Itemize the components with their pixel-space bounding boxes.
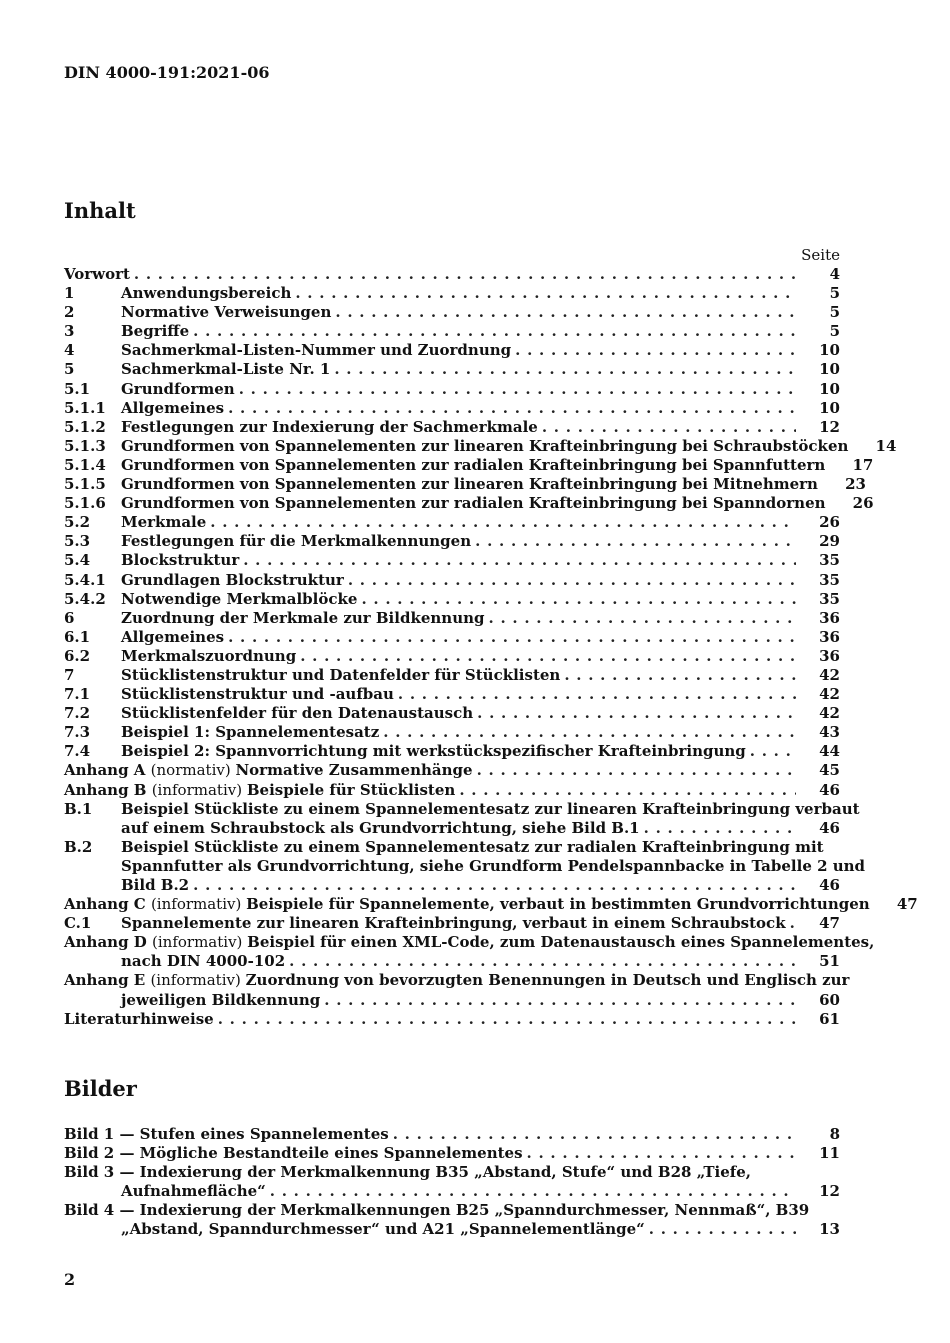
toc-line: [64, 418, 840, 437]
toc-entry[interactable]: [64, 742, 840, 761]
toc-entry-text: Merkmale: [121, 513, 207, 532]
annex-label: Anhang E: [64, 971, 151, 990]
section-number: 5.4.2: [64, 589, 106, 608]
leader-dots: [383, 723, 796, 742]
toc-entry[interactable]: [64, 971, 850, 1009]
leader-dots: [134, 265, 796, 284]
toc-entry[interactable]: [64, 761, 840, 780]
leader-dots: [300, 647, 796, 666]
page-ref: 12: [819, 1182, 840, 1201]
leader-dots: [527, 1144, 796, 1163]
section-number: 6.2: [64, 646, 91, 665]
toc-entry-text: Zuordnung der Merkmale zur Bildkennung: [121, 608, 485, 627]
section-number: 7: [64, 665, 75, 684]
section-number: 5.1.3: [64, 436, 106, 455]
toc-entry-text: Blockstruktur: [121, 551, 240, 570]
toc-entry-text: Beispiel 2: Spannvorrichtung mit werkstückspezifischer Krafteinbringung: [121, 742, 746, 761]
toc-line: [64, 455, 874, 475]
page-ref: 26: [852, 494, 874, 513]
toc-line: [64, 895, 918, 914]
page-ref: 10: [819, 398, 840, 417]
toc-line: [64, 971, 850, 990]
section-number: 1: [64, 284, 75, 303]
toc-entry-text: Vorwort: [64, 265, 130, 283]
leader-dots: [335, 303, 796, 322]
toc-line: [64, 1144, 840, 1163]
toc-entry-text: „Abstand, Spanndurchmesser“ und A21 „Spannelementlänge“: [121, 1220, 645, 1239]
annex-type: (informativ): [151, 780, 247, 799]
toc-entry-text: Normative Verweisungen: [121, 303, 332, 322]
page-number: 2: [64, 1270, 76, 1289]
leader-dots: [477, 761, 796, 780]
toc-entry[interactable]: [64, 704, 840, 723]
toc-entry-text: Anwendungsbereich: [121, 284, 292, 303]
leader-dots: [564, 666, 796, 685]
leader-dots: [542, 418, 796, 437]
toc-entry-text: Grundformen von Spannelementen zur linearen Krafteinbringung bei Schraubstöcken: [121, 436, 849, 455]
toc-line: [64, 551, 840, 570]
toc-entry[interactable]: [64, 532, 840, 551]
toc-entry-text: Notwendige Merkmalblöcke: [121, 589, 358, 608]
toc-entry-text: Festlegungen zur Indexierung der Sachmerkmale: [121, 417, 538, 436]
page-column-label: Seite: [801, 246, 840, 264]
leader-dots: [228, 628, 796, 647]
toc-entry-text: Bild 4 — Indexierung der Merkmalkennungen B25 „Spanndurchmesser, Nennmaß“, B39: [64, 1201, 810, 1220]
toc-entry[interactable]: [64, 837, 866, 895]
annex-label: Anhang C: [64, 895, 151, 914]
toc-entry[interactable]: [64, 475, 866, 494]
toc-line: [64, 265, 840, 284]
toc-entry-text: Stücklistenfelder für den Datenaustausch: [121, 704, 474, 723]
page-ref: 42: [819, 704, 840, 723]
toc-line: [64, 799, 860, 819]
toc-entry-text: Stücklistenstruktur und Datenfelder für Stücklisten: [121, 665, 561, 684]
leader-dots: [489, 609, 797, 628]
page-ref: 14: [875, 436, 897, 455]
page-ref: 5: [829, 303, 840, 322]
page-ref: 46: [819, 780, 840, 799]
section-number: B.2: [64, 837, 93, 856]
toc-entry-text: [64, 933, 878, 952]
toc-entry[interactable]: [64, 399, 840, 418]
toc-entry[interactable]: [64, 436, 897, 456]
toc-entry-text: Aufnahmefläche“: [121, 1182, 266, 1201]
figures-heading: Bilder: [64, 1076, 137, 1101]
toc-line: [64, 436, 897, 456]
page-ref: 10: [819, 341, 840, 360]
section-number: 5.1.5: [64, 475, 106, 494]
section-number: 5.1.4: [64, 455, 106, 474]
toc-entry[interactable]: [64, 895, 918, 914]
toc-line: [64, 380, 840, 399]
toc-entry-text: Bild 2 — Mögliche Bestandteile eines Spannelementes: [64, 1144, 523, 1163]
toc-line: [64, 399, 840, 418]
section-number: 7.1: [64, 685, 91, 704]
leader-dots: [228, 399, 796, 418]
toc-line: [64, 704, 840, 723]
leader-dots: [398, 685, 796, 704]
annex-type: (normativ): [150, 761, 236, 780]
toc-line: [64, 856, 866, 876]
annex-title: Zuordnung von bevorzugten Benennungen in Deutsch und Englisch zur: [245, 971, 850, 990]
page-ref: 44: [819, 742, 840, 761]
figure-entry[interactable]: [64, 1144, 840, 1163]
annex-type: (informativ): [150, 895, 247, 914]
toc-line: [64, 781, 840, 800]
toc-entry[interactable]: [64, 799, 860, 838]
annex-title: Beispiele für Spannelemente, verbaut in bestimmten Grundvorrichtungen: [246, 895, 870, 914]
toc-entry-text: Literaturhinweise: [64, 1009, 214, 1028]
leader-dots: [515, 341, 796, 360]
toc-entry-text: Beispiel Stückliste zu einem Spannelementesatz zur linearen Krafteinbringung verbaut: [121, 799, 860, 818]
toc-line: [64, 647, 840, 666]
leader-dots: [750, 742, 796, 761]
leader-dots: [324, 991, 796, 1010]
toc-line: [64, 1163, 840, 1182]
toc-entry-text: Spannelemente zur linearen Krafteinbringung, verbaut in einem Schraubstock: [121, 914, 786, 933]
annex-title: Normative Zusammenhänge: [235, 761, 473, 780]
toc-line: [64, 1010, 840, 1029]
annex-type: (informativ): [150, 971, 246, 990]
leader-dots: [193, 876, 796, 895]
toc-line: [64, 876, 840, 895]
toc-entry-text: Grundformen von Spannelementen zur radialen Krafteinbringung bei Spannfuttern: [121, 455, 826, 474]
leader-dots: [243, 551, 796, 570]
toc-line: [64, 571, 840, 590]
toc-entry[interactable]: [64, 341, 840, 360]
leader-dots: [649, 1220, 796, 1239]
leader-dots: [239, 380, 796, 399]
leader-dots: [477, 704, 796, 723]
toc-entry[interactable]: [64, 571, 840, 590]
toc-line: [64, 590, 840, 609]
toc-entry-text: Merkmalszuordnung: [121, 646, 297, 665]
page-ref: 23: [845, 475, 866, 494]
toc-entry-text: Sachmerkmal-Liste Nr. 1: [121, 360, 331, 379]
toc-line: [64, 475, 866, 494]
table-of-contents: [64, 265, 918, 1029]
toc-entry[interactable]: [64, 265, 840, 284]
toc-entry-text: jeweiligen Bildkennung: [121, 990, 321, 1009]
toc-entry[interactable]: [64, 380, 840, 399]
toc-line: [64, 284, 840, 303]
toc-entry-text: Grundformen von Spannelementen zur radialen Krafteinbringung bei Spanndornen: [121, 494, 826, 513]
toc-entry-text: Stücklistenstruktur und -aufbau: [121, 685, 394, 704]
toc-entry-text: Grundlagen Blockstruktur: [121, 570, 344, 589]
toc-entry[interactable]: [64, 513, 840, 532]
toc-entry-text: [64, 761, 477, 780]
page-ref: 10: [819, 379, 840, 398]
toc-line: [64, 933, 875, 952]
page-ref: 46: [819, 876, 840, 894]
document-id: DIN 4000-191:2021-06: [64, 63, 270, 82]
toc-line: [64, 723, 840, 742]
toc-entry-text: Allgemeines: [121, 627, 225, 646]
toc-line: [64, 494, 874, 513]
toc-line: [64, 914, 840, 933]
toc-entry-text: Allgemeines: [121, 398, 225, 417]
section-number: 5.3: [64, 532, 91, 551]
list-of-figures: [64, 1125, 840, 1240]
toc-entry[interactable]: [64, 322, 840, 341]
toc-entry[interactable]: [64, 284, 840, 303]
page-ref: 47: [896, 895, 918, 914]
toc-entry-text: Sachmerkmal-Listen-Nummer und Zuordnung: [121, 341, 512, 360]
page-ref: 51: [819, 952, 840, 971]
page-ref: 4: [829, 265, 840, 283]
toc-entry-text: [64, 971, 853, 990]
toc-line: [64, 685, 840, 704]
toc-entry[interactable]: [64, 418, 840, 437]
toc-line: [64, 761, 840, 780]
annex-title: Beispiele für Stücklisten: [246, 780, 456, 799]
toc-entry-text: Grundformen von Spannelementen zur linearen Krafteinbringung bei Mitnehmern: [121, 475, 818, 494]
page-ref: 35: [819, 589, 840, 608]
page-ref: 5: [829, 322, 840, 341]
toc-line: [64, 991, 840, 1010]
page-ref: 45: [819, 761, 840, 780]
page-ref: 29: [819, 532, 840, 551]
toc-line: [64, 322, 840, 341]
section-number: 7.4: [64, 742, 91, 761]
section-number: B.1: [64, 799, 93, 818]
page-ref: 46: [819, 818, 840, 837]
annex-type: (informativ): [152, 933, 248, 952]
toc-entry[interactable]: [64, 781, 840, 800]
toc-line: [64, 1220, 840, 1239]
toc-entry-text: Bild 3 — Indexierung der Merkmalkennung B35 „Abstand, Stufe“ und B28 „Tiefe,: [64, 1163, 751, 1182]
leader-dots: [193, 322, 796, 341]
toc-entry[interactable]: [64, 551, 840, 570]
page-ref: 13: [819, 1220, 840, 1239]
leader-dots: [361, 590, 796, 609]
toc-line: [64, 1201, 840, 1220]
leader-dots: [210, 513, 796, 532]
toc-line: [64, 819, 840, 838]
section-number: 6.1: [64, 627, 91, 646]
leader-dots: [295, 284, 796, 303]
section-number: 5.1: [64, 379, 91, 398]
toc-entry-text: [64, 895, 874, 914]
toc-entry-text: Beispiel Stückliste zu einem Spannelementesatz zur radialen Krafteinbringung mit: [121, 837, 824, 856]
section-number: 5: [64, 360, 75, 379]
toc-entry[interactable]: [64, 685, 840, 704]
toc-line: [64, 628, 840, 647]
page-ref: 43: [819, 723, 840, 742]
annex-label: Anhang A: [64, 761, 151, 780]
toc-entry-text: Bild 1 — Stufen eines Spannelementes: [64, 1125, 389, 1143]
toc-entry[interactable]: [64, 1010, 840, 1029]
page-ref: 35: [819, 570, 840, 589]
toc-entry[interactable]: [64, 609, 840, 628]
leader-dots: [218, 1010, 796, 1029]
toc-line: [64, 1182, 840, 1201]
leader-dots: [348, 571, 796, 590]
page-ref: 36: [819, 627, 840, 646]
toc-line: [64, 666, 840, 685]
section-number: 6: [64, 608, 75, 627]
figure-entry[interactable]: [64, 1125, 840, 1144]
toc-line: [64, 1125, 840, 1144]
toc-line: [64, 303, 840, 322]
toc-entry-text: auf einem Schraubstock als Grundvorrichtung, siehe Bild B.1: [121, 818, 640, 837]
toc-entry-text: Festlegungen für die Merkmalkennungen: [121, 532, 472, 551]
toc-entry-text: Spannfutter als Grundvorrichtung, siehe Grundform Pendelspannbacke in Tabelle 2 und: [121, 856, 866, 875]
toc-entry[interactable]: [64, 914, 840, 933]
toc-line: [64, 532, 840, 551]
page-ref: 36: [819, 646, 840, 665]
toc-entry[interactable]: [64, 494, 874, 513]
section-number: 5.1.1: [64, 398, 106, 417]
figure-entry[interactable]: [64, 1163, 840, 1201]
page-ref: 8: [829, 1125, 840, 1143]
toc-line: [64, 360, 840, 379]
page-ref: 5: [829, 284, 840, 303]
leader-dots: [289, 952, 796, 971]
toc-entry-text: Begriffe: [121, 322, 190, 341]
toc-entry[interactable]: [64, 647, 840, 666]
toc-line: [64, 838, 840, 857]
section-number: 4: [64, 341, 75, 360]
leader-dots: [475, 532, 796, 551]
leader-dots: [393, 1125, 796, 1144]
page-ref: 60: [819, 990, 840, 1009]
toc-line: [64, 742, 840, 761]
page-ref: 17: [852, 455, 874, 474]
page-ref: 10: [819, 360, 840, 379]
leader-dots: [334, 360, 796, 379]
page-ref: 36: [819, 608, 840, 627]
annex-label: Anhang B: [64, 780, 152, 799]
annex-title: Beispiel für einen XML-Code, zum Datenaustausch eines Spannelementes,: [247, 933, 875, 952]
toc-entry[interactable]: [64, 455, 874, 475]
page-ref: 42: [819, 665, 840, 684]
page-ref: 11: [819, 1144, 840, 1163]
toc-entry[interactable]: [64, 628, 840, 647]
annex-label: Anhang D: [64, 933, 153, 952]
section-number: 7.3: [64, 723, 91, 742]
page-ref: 35: [819, 551, 840, 570]
leader-dots: [459, 781, 796, 800]
toc-line: [64, 952, 840, 971]
toc-entry[interactable]: [64, 666, 840, 685]
toc-entry[interactable]: [64, 590, 840, 609]
toc-heading: Inhalt: [64, 198, 136, 223]
section-number: 2: [64, 303, 75, 322]
section-number: 5.4.1: [64, 570, 106, 589]
leader-dots: [270, 1182, 796, 1201]
section-number: C.1: [64, 914, 92, 933]
page-ref: 26: [819, 513, 840, 532]
page-ref: 12: [819, 417, 840, 436]
section-number: 5.4: [64, 551, 91, 570]
toc-entry-text: Grundformen: [121, 379, 235, 398]
section-number: 5.2: [64, 513, 91, 532]
toc-entry-text: nach DIN 4000-102: [121, 952, 286, 971]
toc-entry-text: Bild B.2: [121, 876, 190, 894]
toc-entry-text: [64, 781, 459, 800]
toc-entry[interactable]: [64, 303, 840, 322]
page-ref: 47: [819, 914, 840, 933]
page-ref: 42: [819, 685, 840, 704]
section-number: 7.2: [64, 704, 91, 723]
section-number: 5.1.6: [64, 494, 106, 513]
section-number: 5.1.2: [64, 417, 106, 436]
toc-entry[interactable]: [64, 360, 840, 379]
page-ref: 61: [819, 1009, 840, 1028]
leader-dots: [644, 819, 796, 838]
toc-line: [64, 609, 840, 628]
figure-entry[interactable]: [64, 1201, 840, 1239]
toc-entry[interactable]: [64, 723, 840, 742]
section-number: 3: [64, 322, 75, 341]
toc-entry[interactable]: [64, 933, 875, 971]
toc-entry-text: Beispiel 1: Spannelementesatz: [121, 723, 380, 742]
toc-line: [64, 341, 840, 360]
toc-line: [64, 513, 840, 532]
